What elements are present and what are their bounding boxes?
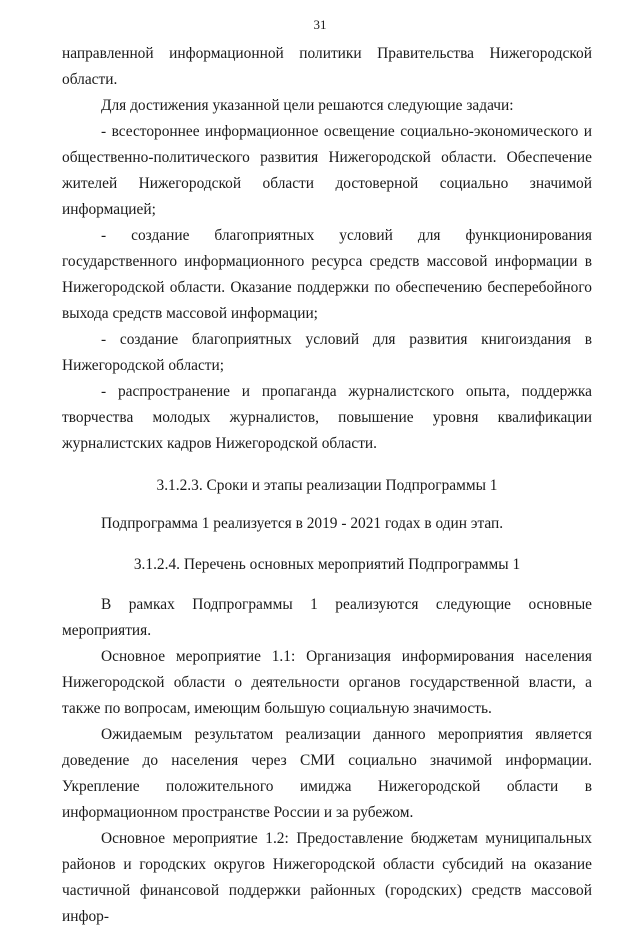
section-heading-terms: 3.1.2.3. Сроки и этапы реализации Подпрограммы 1 [156,477,498,494]
page-body [62,41,592,930]
paragraph-expected-result: Ожидаемым результатом реализации данного мероприятия является доведение до населения через СМИ социально значимой информации. Укрепление положительного имиджа Нижегородской области в информационном пространстве России и за рубежом. [62,726,592,821]
section-heading-activities: 3.1.2.4. Перечень основных мероприятий Подпрограммы 1 [133,556,521,573]
task-item-information: - всестороннее информационное освещение социально-экономического и общественно-политического развития Нижегородской области. Обеспечение жителей Нижегородской области достоверной социально значимой информацией; [62,123,592,218]
paragraph-tasks-intro: Для достижения указанной цели решаются следующие задачи: [101,97,514,114]
page-number: 31 [313,17,327,32]
paragraph-continuation: направленной информационной политики Правительства Нижегородской области. [62,45,592,88]
paragraph-terms: Подпрограмма 1 реализуется в 2019 - 2021 годах в один этап. [101,515,504,532]
paragraph-activity-1-2: Основное мероприятие 1.2: Предоставление бюджетам муниципальных районов и городских округов Нижегородской области субсидий на оказание частичной финансовой поддержки районных (городских) средств массовой инфор- [62,830,592,925]
task-item-journalism: - распространение и пропаганда журналистского опыта, поддержка творчества молодых журналистов, повышение уровня квалификации журналистских кадров Нижегородской области. [62,383,592,452]
task-item-media-resource: - создание благоприятных условий для функционирования государственного информационного ресурса средств массовой информации в Нижегородской области. Оказание поддержки по обеспечению бесперебойного выхода средств массовой информации; [62,227,592,322]
paragraph-activity-1-1: Основное мероприятие 1.1: Организация информирования населения Нижегородской области о деятельности органов государственной власти, а также по вопросам, имеющим большую социальную значимость. [62,648,592,717]
paragraph-activities-intro: В рамках Подпрограммы 1 реализуются следующие основные мероприятия. [62,596,592,639]
task-item-book-publishing: - создание благоприятных условий для развития книгоиздания в Нижегородской области; [62,331,592,374]
